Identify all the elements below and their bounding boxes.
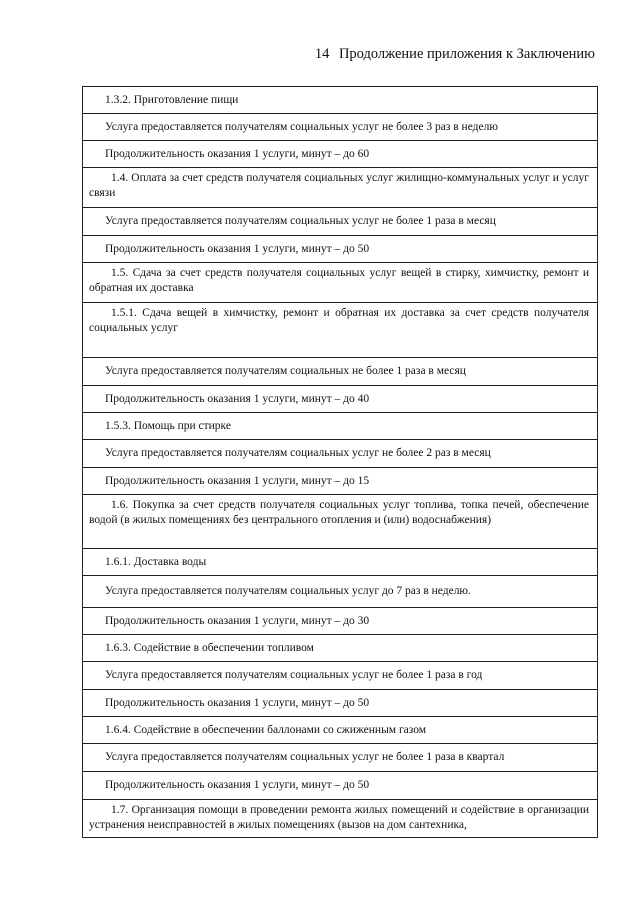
table-cell: Услуга предоставляется получателям социальных услуг до 7 раз в неделю.	[83, 576, 598, 608]
table-row	[83, 576, 598, 608]
table-row	[83, 168, 598, 208]
table-cell: Услуга предоставляется получателям социальных услуг не более 3 раз в неделю	[83, 114, 598, 141]
table-row	[83, 303, 598, 358]
table-cell: 1.7. Организация помощи в проведении ремонта жилых помещений и содействие в организации устранения неисправностей в жилых помещениях (вызов на дом сантехника,	[83, 800, 598, 838]
table-row	[83, 608, 598, 635]
table-cell: Продолжительность оказания 1 услуги, минут – до 60	[83, 141, 598, 168]
table-cell: 1.6.4. Содействие в обеспечении баллонами со сжиженным газом	[83, 717, 598, 744]
table-cell: Продолжительность оказания 1 услуги, минут – до 15	[83, 468, 598, 495]
table-cell: 1.6.3. Содействие в обеспечении топливом	[83, 635, 598, 662]
table-row	[83, 236, 598, 263]
table-cell: Продолжительность оказания 1 услуги, минут – до 40	[83, 386, 598, 413]
table-cell: Услуга предоставляется получателям социальных услуг не более 1 раза в месяц	[83, 208, 598, 236]
table-row	[83, 358, 598, 386]
table-row	[83, 690, 598, 717]
table-row	[83, 717, 598, 744]
table-row	[83, 635, 598, 662]
table-row	[83, 208, 598, 236]
table-row	[83, 87, 598, 114]
table-cell: 1.6.1. Доставка воды	[83, 549, 598, 576]
table-cell: Продолжительность оказания 1 услуги, минут – до 50	[83, 236, 598, 263]
page-number: 14	[314, 46, 330, 62]
page-header-title: Продолжение приложения к Заключению	[338, 46, 595, 62]
table-row	[83, 386, 598, 413]
table-row	[83, 114, 598, 141]
services-table-body	[83, 87, 598, 838]
table-cell: Услуга предоставляется получателям социальных услуг не более 2 раз в месяц	[83, 440, 598, 468]
table-row	[83, 744, 598, 772]
table-row	[83, 549, 598, 576]
page-header	[315, 46, 595, 63]
table-cell: Услуга предоставляется получателям социальных услуг не более 1 раза в квартал	[83, 744, 598, 772]
table-row	[83, 772, 598, 800]
table-cell: 1.4. Оплата за счет средств получателя социальных услуг жилищно-коммунальных услуг и услуг связи	[83, 168, 598, 208]
table-row	[83, 263, 598, 303]
table-row	[83, 495, 598, 549]
table-row	[83, 800, 598, 838]
table-cell: 1.6. Покупка за счет средств получателя социальных услуг топлива, топка печей, обеспечение водой (в жилых помещениях без центрального отопления и (или) водоснабжения)	[83, 495, 598, 549]
table-row	[83, 141, 598, 168]
table-cell: 1.3.2. Приготовление пищи	[83, 87, 598, 114]
table-row	[83, 662, 598, 690]
table-cell: 1.5.3. Помощь при стирке	[83, 413, 598, 440]
table-row	[83, 468, 598, 495]
table-row	[83, 413, 598, 440]
table-cell: Услуга предоставляется получателям социальных не более 1 раза в месяц	[83, 358, 598, 386]
table-cell: Продолжительность оказания 1 услуги, минут – до 30	[83, 608, 598, 635]
table-cell: 1.5. Сдача за счет средств получателя социальных услуг вещей в стирку, химчистку, ремонт и обратная их доставка	[83, 263, 598, 303]
services-table	[82, 86, 598, 838]
table-cell: 1.5.1. Сдача вещей в химчистку, ремонт и обратная их доставка за счет средств получателя социальных услуг	[83, 303, 598, 358]
table-row	[83, 440, 598, 468]
table-cell: Услуга предоставляется получателям социальных услуг не более 1 раза в год	[83, 662, 598, 690]
table-cell: Продолжительность оказания 1 услуги, минут – до 50	[83, 690, 598, 717]
table-cell: Продолжительность оказания 1 услуги, минут – до 50	[83, 772, 598, 800]
